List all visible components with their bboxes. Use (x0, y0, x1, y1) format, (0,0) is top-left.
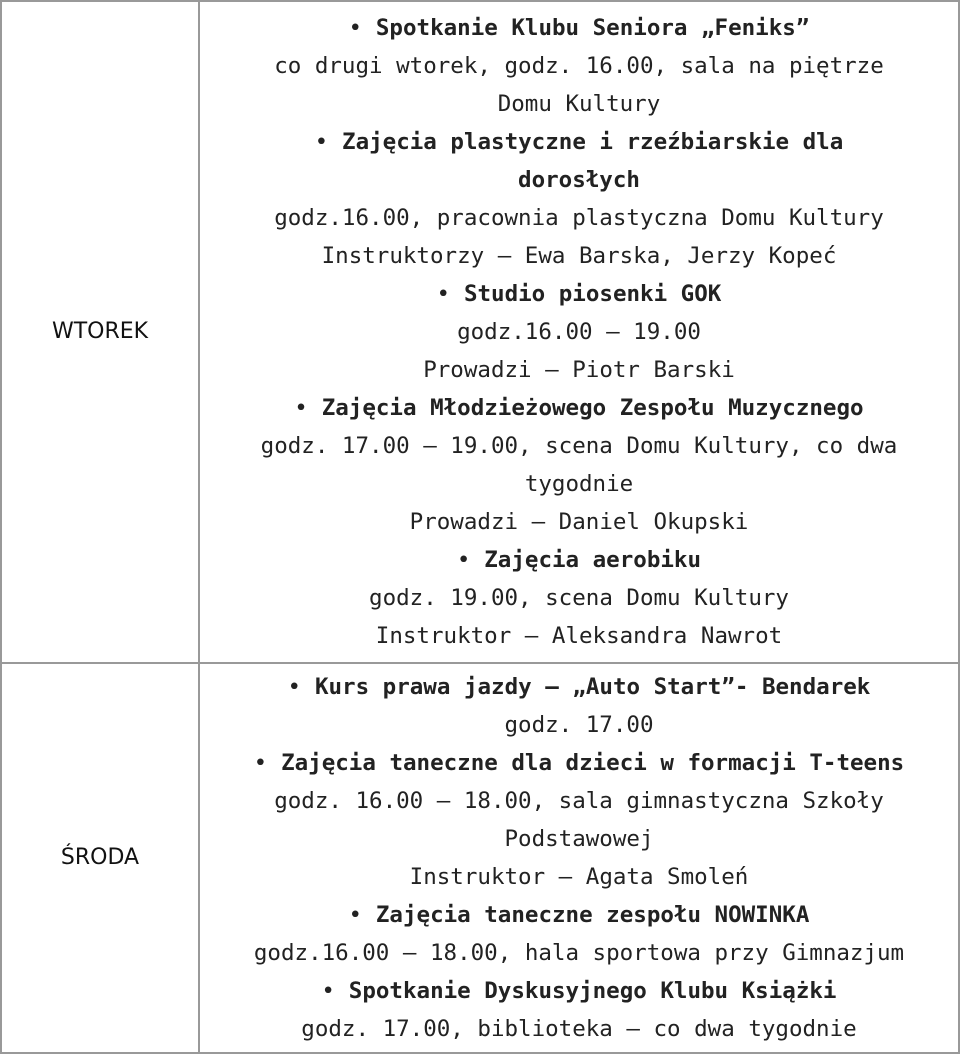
bullet-icon: • (253, 749, 268, 776)
schedule-row-wednesday (1, 663, 959, 1054)
event-title-continued: dorosłych (518, 166, 640, 193)
event-detail: godz.16.00, pracownia plastyczna Domu Kultury (274, 204, 884, 231)
bullet-icon: • (348, 901, 362, 928)
day-label-tuesday: WTOREK (1, 1, 199, 663)
event-detail: Instruktor – Agata Smoleń (409, 863, 749, 890)
event-title: • Zajęcia Młodzieżowego Zespołu Muzycznego (294, 394, 864, 421)
event-detail: Instruktor – Aleksandra Nawrot (375, 622, 783, 649)
bullet-icon: • (294, 394, 308, 421)
event-detail: godz.16.00 – 18.00, hala sportowa przy Gimnazjum (253, 939, 905, 966)
event-detail: Prowadzi – Daniel Okupski (409, 508, 749, 535)
bullet-icon: • (348, 14, 362, 41)
day-label-wednesday: ŚRODA (1, 663, 199, 1054)
bullet-icon: • (456, 546, 471, 573)
bullet-icon: • (436, 280, 450, 307)
event-detail: Prowadzi – Piotr Barski (423, 356, 735, 383)
event-detail: Instruktorzy – Ewa Barska, Jerzy Kopeć (321, 242, 837, 269)
event-title: • Zajęcia aerobiku (456, 546, 702, 573)
event-title: • Zajęcia taneczne zespołu NOWINKA (348, 901, 810, 928)
event-detail: co drugi wtorek, godz. 16.00, sala na piętrze (274, 52, 884, 79)
event-title: • Kurs prawa jazdy – „Auto Start”- Bendarek (287, 673, 871, 700)
event-detail: godz. 17.00, biblioteka – co dwa tygodnie (301, 1015, 857, 1042)
event-title: • Studio piosenki GOK (436, 280, 722, 307)
event-detail: Podstawowej (504, 825, 654, 852)
event-detail: godz. 19.00, scena Domu Kultury (369, 584, 789, 611)
event-detail: godz. 17.00 (504, 711, 654, 738)
schedule-row-tuesday (1, 1, 959, 663)
events-cell-tuesday (199, 1, 959, 663)
bullet-icon: • (314, 128, 329, 155)
event-detail: godz. 17.00 – 19.00, scena Domu Kultury, co dwa (260, 432, 898, 459)
event-title: • Spotkanie Dyskusyjnego Klubu Książki (321, 977, 837, 1004)
event-title: • Spotkanie Klubu Seniora „Feniks” (348, 14, 810, 41)
event-detail: Domu Kultury (497, 90, 661, 117)
event-detail: godz. 16.00 – 18.00, sala gimnastyczna Szkoły (274, 787, 884, 814)
event-detail: tygodnie (524, 470, 634, 497)
event-title: • Zajęcia plastyczne i rzeźbiarskie dla (314, 128, 844, 155)
events-cell-wednesday (199, 663, 959, 1054)
event-detail: godz.16.00 – 19.00 (457, 318, 701, 345)
event-title: • Zajęcia taneczne dla dzieci w formacji T-teens (253, 749, 905, 776)
bullet-icon: • (287, 673, 301, 700)
bullet-icon: • (321, 977, 335, 1004)
